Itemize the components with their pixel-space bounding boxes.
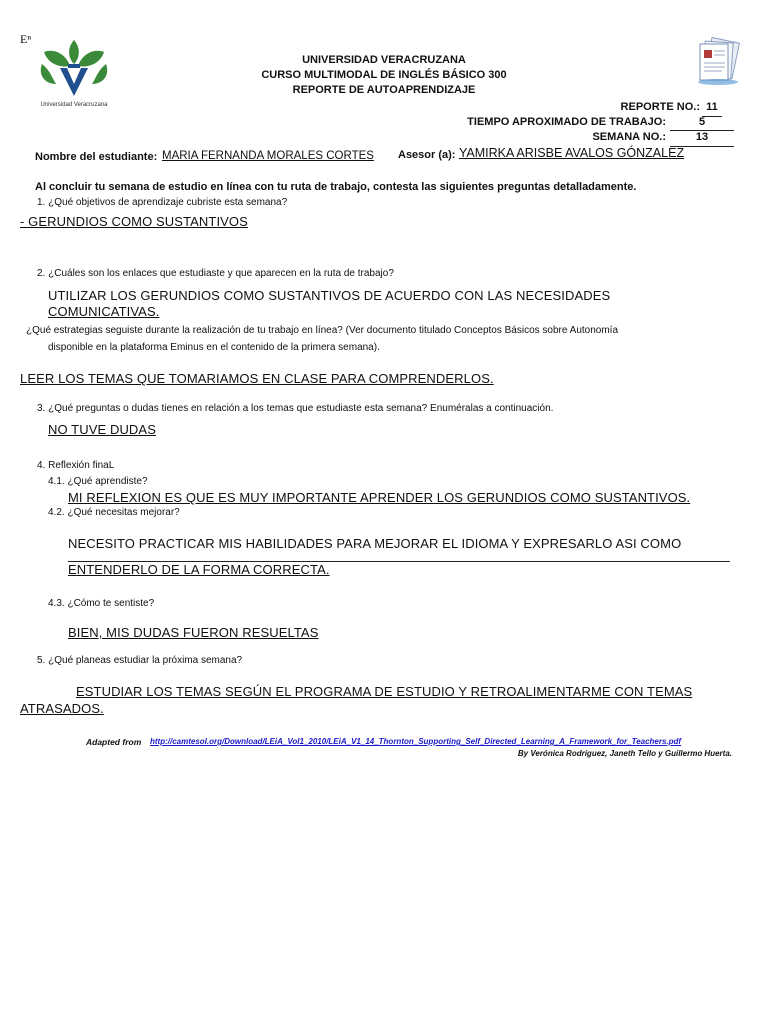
question-4-1-answer: MI REFLEXION ES QUE ES MUY IMPORTANTE APRENDER LOS GERUNDIOS COMO SUSTANTIVOS.	[68, 490, 691, 505]
question-4-2-label: 4.2. ¿Qué necesitas mejorar?	[48, 507, 180, 518]
header-course: CURSO MULTIMODAL DE INGLÉS BÁSICO 300	[261, 69, 507, 81]
work-time-value: 5	[698, 116, 706, 128]
strategies-answer: LEER LOS TEMAS QUE TOMARIAMOS EN CLASE PARA COMPRENDERLOS.	[20, 371, 494, 386]
week-no-label: SEMANA NO.:	[592, 131, 666, 143]
question-5-answer-line1: ESTUDIAR LOS TEMAS SEGÚN EL PROGRAMA DE ESTUDIO Y RETROALIMENTARME CON TEMAS	[76, 684, 693, 699]
question-2-label: 2. ¿Cuáles son los enlaces que estudiaste y que aparecen en la ruta de trabajo?	[37, 268, 394, 279]
question-1-answer: - GERUNDIOS COMO SUSTANTIVOS	[20, 214, 248, 229]
logo-caption: Universidad Veracruzana	[40, 102, 108, 108]
work-time-label: TIEMPO APROXIMADO DE TRABAJO:	[467, 116, 666, 128]
report-no-label: REPORTE NO.:	[620, 101, 700, 113]
question-1-label: 1. ¿Qué objetivos de aprendizaje cubriste esta semana?	[37, 197, 288, 208]
student-name-value: MARIA FERNANDA MORALES CORTES	[162, 150, 374, 162]
strategies-question-line1: ¿Qué estrategias seguiste durante la realización de tu trabajo en línea? (Ver documento titulado Conceptos Básicos sobre Autonomía	[26, 325, 619, 336]
question-5-label: 5. ¿Qué planeas estudiar la próxima semana?	[37, 655, 243, 666]
advisor-value: YAMIRKA ARISBE AVALOS GÓNZALEZ	[459, 146, 685, 160]
university-logo	[34, 38, 114, 114]
student-name-label: Nombre del estudiante:	[35, 151, 158, 163]
question-2-answer-line1: UTILIZAR LOS GERUNDIOS COMO SUSTANTIVOS DE ACUERDO CON LAS NECESIDADES	[48, 288, 611, 303]
report-no-value: 11	[706, 101, 718, 113]
question-4-3-label: 4.3. ¿Cómo te sentiste?	[48, 598, 155, 609]
header-university: UNIVERSIDAD VERACRUZANA	[302, 54, 466, 66]
question-4-3-answer: BIEN, MIS DUDAS FUERON RESUELTAS	[68, 625, 319, 640]
advisor-label: Asesor (a):	[398, 149, 456, 161]
strategies-question-line2: disponible en la plataforma Eminus en el contenido de la primera semana).	[48, 342, 380, 353]
instructions-text: Al concluir tu semana de estudio en línea con tu ruta de trabajo, contesta las siguientes preguntas detalladamente.	[35, 181, 637, 193]
question-4-2-answer-line1: NECESITO PRACTICAR MIS HABILIDADES PARA MEJORAR EL IDIOMA Y EXPRESARLO ASI COMO	[68, 536, 682, 551]
question-4-2-answer-line2: ENTENDERLO DE LA FORMA CORRECTA.	[68, 562, 330, 577]
header-report-title: REPORTE DE AUTOAPRENDIZAJE	[292, 84, 476, 96]
question-4-label: 4. Reflexión finaL	[37, 460, 115, 471]
credits-text: By Verónica Rodríguez, Janeth Tello y Guillermo Huerta.	[517, 749, 732, 758]
corner-mark: Eⁿ	[20, 32, 32, 46]
week-no-value: 13	[695, 131, 709, 143]
question-4-1-label: 4.1. ¿Qué aprendiste?	[48, 476, 148, 487]
question-5-answer-line2: ATRASADOS.	[20, 701, 104, 716]
question-2-answer-line2: COMUNICATIVAS.	[48, 304, 160, 319]
logo-emblem-icon	[34, 38, 114, 100]
question-3-answer: NO TUVE DUDAS	[48, 422, 156, 437]
adapted-from-label: Adapted from	[86, 737, 142, 747]
question-3-label: 3. ¿Qué preguntas o dudas tienes en relación a los temas que estudiaste esta semana? Enuméralas a continuación.	[37, 403, 554, 414]
source-link[interactable]: http://camtesol.org/Download/LEiA_Vol1_2010/LEiA_V1_14_Thornton_Supporting_Self_Directed_Learning_A_Framework_for_Teachers.pdf	[150, 737, 682, 746]
documents-icon	[694, 36, 742, 86]
